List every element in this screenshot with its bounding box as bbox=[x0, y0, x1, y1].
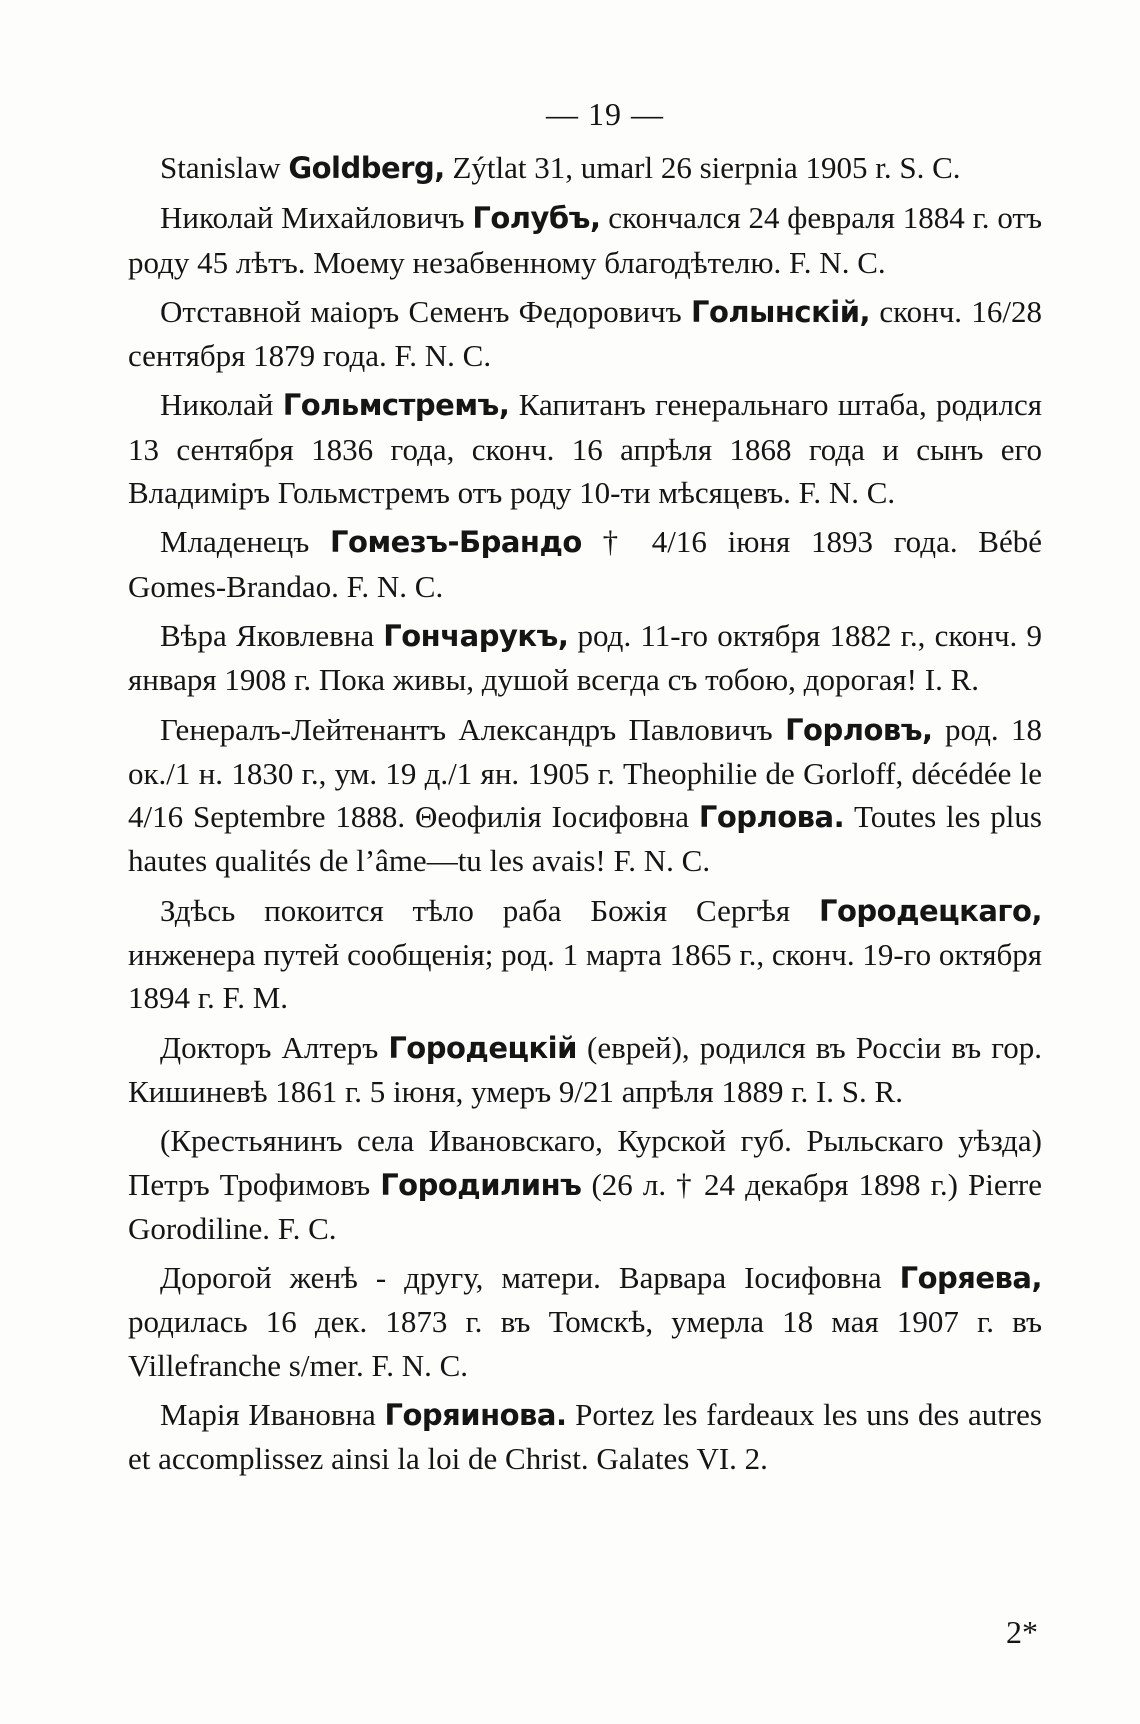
entry-text: Здѣсь покоится тѣло раба Божія Сергѣя bbox=[160, 892, 819, 928]
entry-text: род. 18 ок./1 н. 1830 г., ум. 19 д./1 ян. 1905 г. Theophilie de Gorloff, décédée le 4/16 Septembre 1888. Θеофилія Іосифовна bbox=[128, 711, 1042, 835]
entry-text: Stanislaw bbox=[160, 150, 289, 185]
entry-goldberg bbox=[128, 146, 1042, 190]
entry-gomez-brando bbox=[128, 520, 1042, 608]
surname: Гомезъ-Брандо bbox=[330, 525, 582, 560]
surname: Гончарукъ, bbox=[383, 618, 569, 653]
entry-text: Марія Ивановна bbox=[160, 1397, 385, 1433]
entry-text: Вѣра Яковлевна bbox=[160, 617, 384, 653]
entry-text: Дорогой женѣ - другу, матери. Варвара Іосифовна bbox=[160, 1260, 900, 1296]
entry-gorlov bbox=[128, 708, 1042, 883]
entry-goryaeva bbox=[128, 1256, 1042, 1387]
entry-text: скончался 24 февраля 1884 г. отъ роду 45 лѣтъ. Моему незабвенному благодѣтелю. F. N. C. bbox=[128, 200, 1042, 280]
entry-gorodilin bbox=[128, 1119, 1042, 1250]
entry-text: Portez les fardeaux les uns des autres et accomplissez ainsi la loi de Christ. Galates VI. 2. bbox=[128, 1397, 1042, 1477]
surname: Goldberg, bbox=[288, 151, 445, 185]
entry-text: Николай bbox=[160, 387, 283, 423]
signature-mark: 2* bbox=[1006, 1614, 1038, 1650]
surname: Горловъ, bbox=[785, 712, 933, 747]
entry-text: Капитанъ генеральнаго штаба, родился 13 сентября 1836 года, сконч. 16 апрѣля 1868 года и сынъ его Владиміръ Гольмстремъ отъ роду 10-ти мѣсяцевъ. F. N. C. bbox=[128, 387, 1043, 511]
entry-golub bbox=[128, 196, 1042, 284]
surname: Городилинъ bbox=[380, 1167, 582, 1202]
entry-text: (26 л. † 24 декабря 1898 г.) Pierre Gorodiline. F. C. bbox=[128, 1166, 1042, 1246]
entry-text: Toutes les plus hautes qualités de l’âme—tu les avais! F. N. C. bbox=[128, 799, 1042, 879]
entry-text: (Крестьянинъ села Ивановскаго, Курской губ. Рыльскаго уѣзда) Петръ Трофимовъ bbox=[128, 1123, 1042, 1202]
entry-text: Отставной маіоръ Семенъ Федоровичъ bbox=[160, 293, 691, 329]
surname: Городецкій bbox=[388, 1030, 577, 1065]
surname: Горяинова. bbox=[384, 1398, 567, 1433]
entry-text: Генералъ-Лейтенантъ Александръ Павловичъ bbox=[160, 711, 786, 747]
entry-golynsky bbox=[128, 290, 1042, 378]
surname: Горяева, bbox=[899, 1261, 1042, 1296]
surname: Голынскій, bbox=[690, 294, 871, 329]
entry-text: † 4/16 іюня 1893 года. Bébé Gomes-Brandao. F. N. C. bbox=[128, 524, 1043, 604]
entry-text: Докторъ Алтеръ bbox=[160, 1029, 389, 1065]
surname: Горлова. bbox=[698, 800, 845, 835]
entry-text: Zýtlat 31, umarl 26 sierpnia 1905 r. S. C. bbox=[444, 150, 961, 185]
surname: Городецкаго, bbox=[818, 893, 1042, 928]
entry-text: род. 11-го октября 1882 г., сконч. 9 января 1908 г. Пока живы, душой всегда съ тобою, дорогая! I. R. bbox=[128, 617, 1042, 698]
entry-text: Николай Михайловичъ bbox=[160, 200, 473, 236]
entry-text: родилась 16 дек. 1873 г. въ Томскѣ, умерла 18 мая 1907 г. въ Villefranche s/mer. F. N. C. bbox=[128, 1304, 1042, 1383]
entry-gorodetsky-sergey bbox=[128, 889, 1042, 1020]
entry-text: инженера путей сообщенія; род. 1 марта 1865 г., сконч. 19-го октября 1894 г. F. M. bbox=[128, 937, 1042, 1016]
entry-text: Младенецъ bbox=[160, 524, 331, 560]
entry-goryainova bbox=[128, 1393, 1042, 1481]
page-number: — 19 — bbox=[546, 96, 664, 132]
entry-goncharuk bbox=[128, 614, 1042, 702]
entry-text: (еврей), родился въ Россіи въ гор. Кишиневѣ 1861 г. 5 іюня, умеръ 9/21 апрѣля 1889 г. I. S. R. bbox=[128, 1029, 1042, 1109]
surname: Голубъ, bbox=[472, 201, 601, 236]
surname: Гольмстремъ, bbox=[282, 388, 510, 423]
entry-golmstrem bbox=[128, 383, 1042, 514]
entry-text: сконч. 16/28 сентября 1879 года. F. N. C. bbox=[128, 293, 1042, 374]
entry-gorodetsky-alter bbox=[128, 1026, 1042, 1114]
